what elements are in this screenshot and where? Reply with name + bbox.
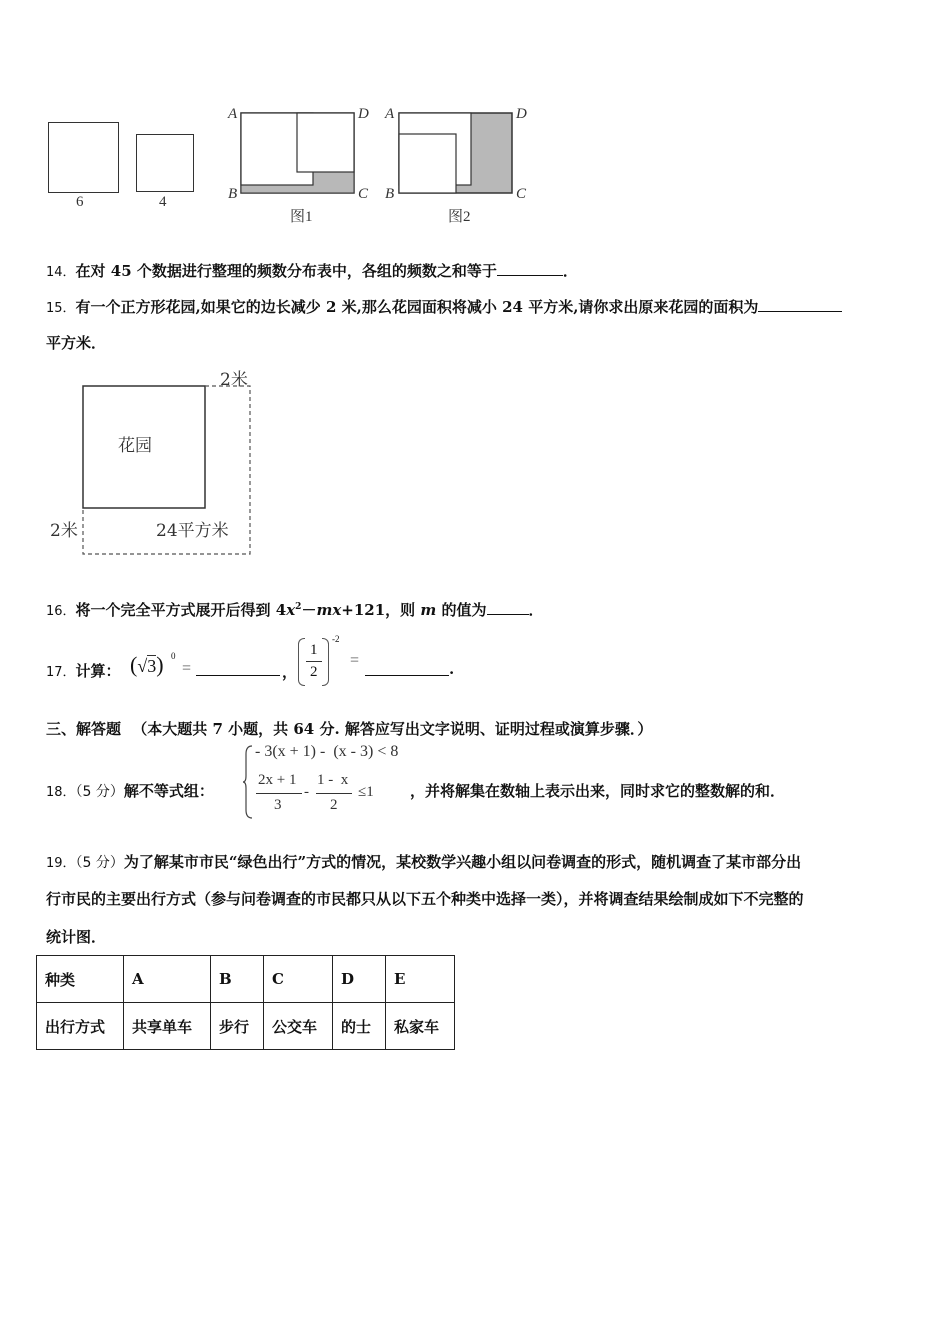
garden-label: 花园 xyxy=(118,436,152,456)
q19-number: 19． xyxy=(46,856,76,871)
q15-text: 有一个正方形花园,如果它的边长减少 2 米,那么花园面积将减小 24 平方米,请你求出原来花园的面积为 xyxy=(75,298,759,316)
fig2-label-b: B xyxy=(385,186,395,202)
table-cell: 种类 xyxy=(37,956,124,1003)
q14-text: 在对 45 个数据进行整理的频数分布表中，各组的频数之和等于 xyxy=(75,262,497,280)
q18-score: （5 分） xyxy=(75,784,124,800)
section-3-title: 三、解答题 xyxy=(46,720,122,738)
q17-answer-blank-2[interactable] xyxy=(365,661,449,676)
question-15 xyxy=(46,296,842,317)
q14-answer-blank[interactable] xyxy=(497,261,563,276)
fig1-caption: 图1 xyxy=(290,209,313,225)
q17-text: 计算： xyxy=(75,662,121,680)
q16-var-m: m xyxy=(420,601,437,619)
q17-answer-blank-1[interactable] xyxy=(196,661,280,676)
q16-end: ． xyxy=(528,601,544,619)
q15-answer-blank[interactable] xyxy=(758,297,842,312)
q15-number: 15． xyxy=(46,301,76,316)
q18-frac1-line xyxy=(256,793,302,794)
q17-frac-denominator: 2 xyxy=(310,664,318,680)
garden-top-right-label: 2米 xyxy=(220,370,248,390)
q16-text-post: +121，则 xyxy=(341,601,421,619)
q17-frac-line xyxy=(306,661,322,662)
travel-mode-table xyxy=(36,955,455,1050)
q18-brace xyxy=(242,744,254,820)
figure-1 xyxy=(240,112,360,196)
fig1-small-square xyxy=(297,113,354,172)
section-3-heading xyxy=(46,718,652,739)
table-cell: 步行 xyxy=(211,1003,264,1050)
fig2-label-c: C xyxy=(516,186,527,202)
q16-var-x: x xyxy=(286,601,296,619)
q18-tail: ，并将解集在数轴上表示出来，同时求它的整数解的和． xyxy=(410,782,786,800)
q18-number: 18． xyxy=(46,785,76,800)
q17-frac-left-bar xyxy=(298,638,305,686)
table-cell: D xyxy=(333,956,386,1003)
q18-le: ≤1 xyxy=(358,784,374,800)
fig2-label-d: D xyxy=(516,106,527,122)
table-cell: B xyxy=(211,956,264,1003)
q14-end: ． xyxy=(562,262,578,280)
fig1-label-b: B xyxy=(228,186,238,202)
q14-number: 14． xyxy=(46,265,76,280)
table-cell: 私家车 xyxy=(386,1003,455,1050)
q17-comma: ， xyxy=(282,663,298,681)
q17-exp-zero: 0 xyxy=(171,651,176,661)
fig2-caption: 图2 xyxy=(448,209,471,225)
q16-text-pre: 将一个完全平方式展开后得到 4 xyxy=(75,601,287,619)
q16-var-mx: mx xyxy=(316,601,342,619)
question-19-line3: 统计图． xyxy=(46,928,107,946)
fig2-label-a: A xyxy=(385,106,395,122)
garden-bottom-right-label: 24平方米 xyxy=(156,521,229,541)
square-6-label: 6 xyxy=(76,194,84,210)
q17-sqrt-expression xyxy=(130,652,164,678)
table-cell: E xyxy=(386,956,455,1003)
q17-exp-neg2: -2 xyxy=(332,634,340,644)
q19-score: （5 分） xyxy=(75,855,124,871)
question-15-line2: 平方米． xyxy=(46,334,107,352)
q18-frac2-line xyxy=(316,793,352,794)
q19-line1-text: 为了解某市市民“绿色出行”方式的情况，某校数学兴趣小组以问卷调查的形式，随机调查了某市部分出 xyxy=(123,853,802,871)
question-19-line1 xyxy=(46,851,801,872)
square-4-label: 4 xyxy=(159,194,167,210)
question-16 xyxy=(46,599,544,620)
table-cell: 共享单车 xyxy=(124,1003,211,1050)
question-18 xyxy=(46,780,214,801)
q18-frac2-num: 1 - x xyxy=(317,772,349,788)
q18-line1: - 3(x + 1) - (x - 3) < 8 xyxy=(255,743,399,760)
square-4 xyxy=(136,134,194,192)
q17-frac-numerator: 1 xyxy=(310,642,318,658)
table-cell: C xyxy=(264,956,333,1003)
q18-frac2-den: 2 xyxy=(330,797,338,813)
q17-equals-2: = xyxy=(350,652,360,669)
q18-text: 解不等式组： xyxy=(123,782,214,800)
q17-number: 17． xyxy=(46,665,76,680)
question-14 xyxy=(46,260,578,281)
q16-exponent: 2 xyxy=(295,602,302,612)
question-19-line2: 行市民的主要出行方式（参与问卷调查的市民都只从以下五个种类中选择一类），并将调查结果绘制成如下不完整的 xyxy=(46,890,804,908)
table-cell: A xyxy=(124,956,211,1003)
q16-minus: － xyxy=(301,601,317,619)
q17-left-paren: ( xyxy=(130,652,138,677)
table-row xyxy=(37,1003,455,1050)
fig1-label-a: A xyxy=(228,106,238,122)
q17-right-paren: ) xyxy=(156,652,164,677)
table-cell: 的士 xyxy=(333,1003,386,1050)
q17-end: . xyxy=(449,660,455,678)
q18-frac1-num: 2x + 1 xyxy=(258,772,297,788)
q17-sqrt-sign: √ xyxy=(137,656,148,676)
table-header-row xyxy=(37,956,455,1003)
q17-sqrt-value: 3 xyxy=(147,656,157,676)
fig2-small-square xyxy=(399,134,456,193)
garden-bottom-left-label: 2米 xyxy=(50,521,78,541)
section-3-note: （本大题共 7 小题，共 64 分. 解答应写出文字说明、证明过程或演算步骤．） xyxy=(132,720,653,738)
q17-frac-right-bar xyxy=(322,638,329,686)
question-17 xyxy=(46,660,121,681)
square-6 xyxy=(48,122,119,193)
q16-answer-blank[interactable] xyxy=(487,600,529,615)
fig1-label-c: C xyxy=(358,186,369,202)
table-cell: 公交车 xyxy=(264,1003,333,1050)
q17-equals-1: = xyxy=(182,660,192,677)
q18-minus: - xyxy=(304,784,309,800)
table-cell: 出行方式 xyxy=(37,1003,124,1050)
fig1-label-d: D xyxy=(358,106,369,122)
q16-number: 16． xyxy=(46,604,76,619)
q18-frac1-den: 3 xyxy=(274,797,282,813)
q16-text-post2: 的值为 xyxy=(436,601,487,619)
figure-2 xyxy=(398,112,518,196)
